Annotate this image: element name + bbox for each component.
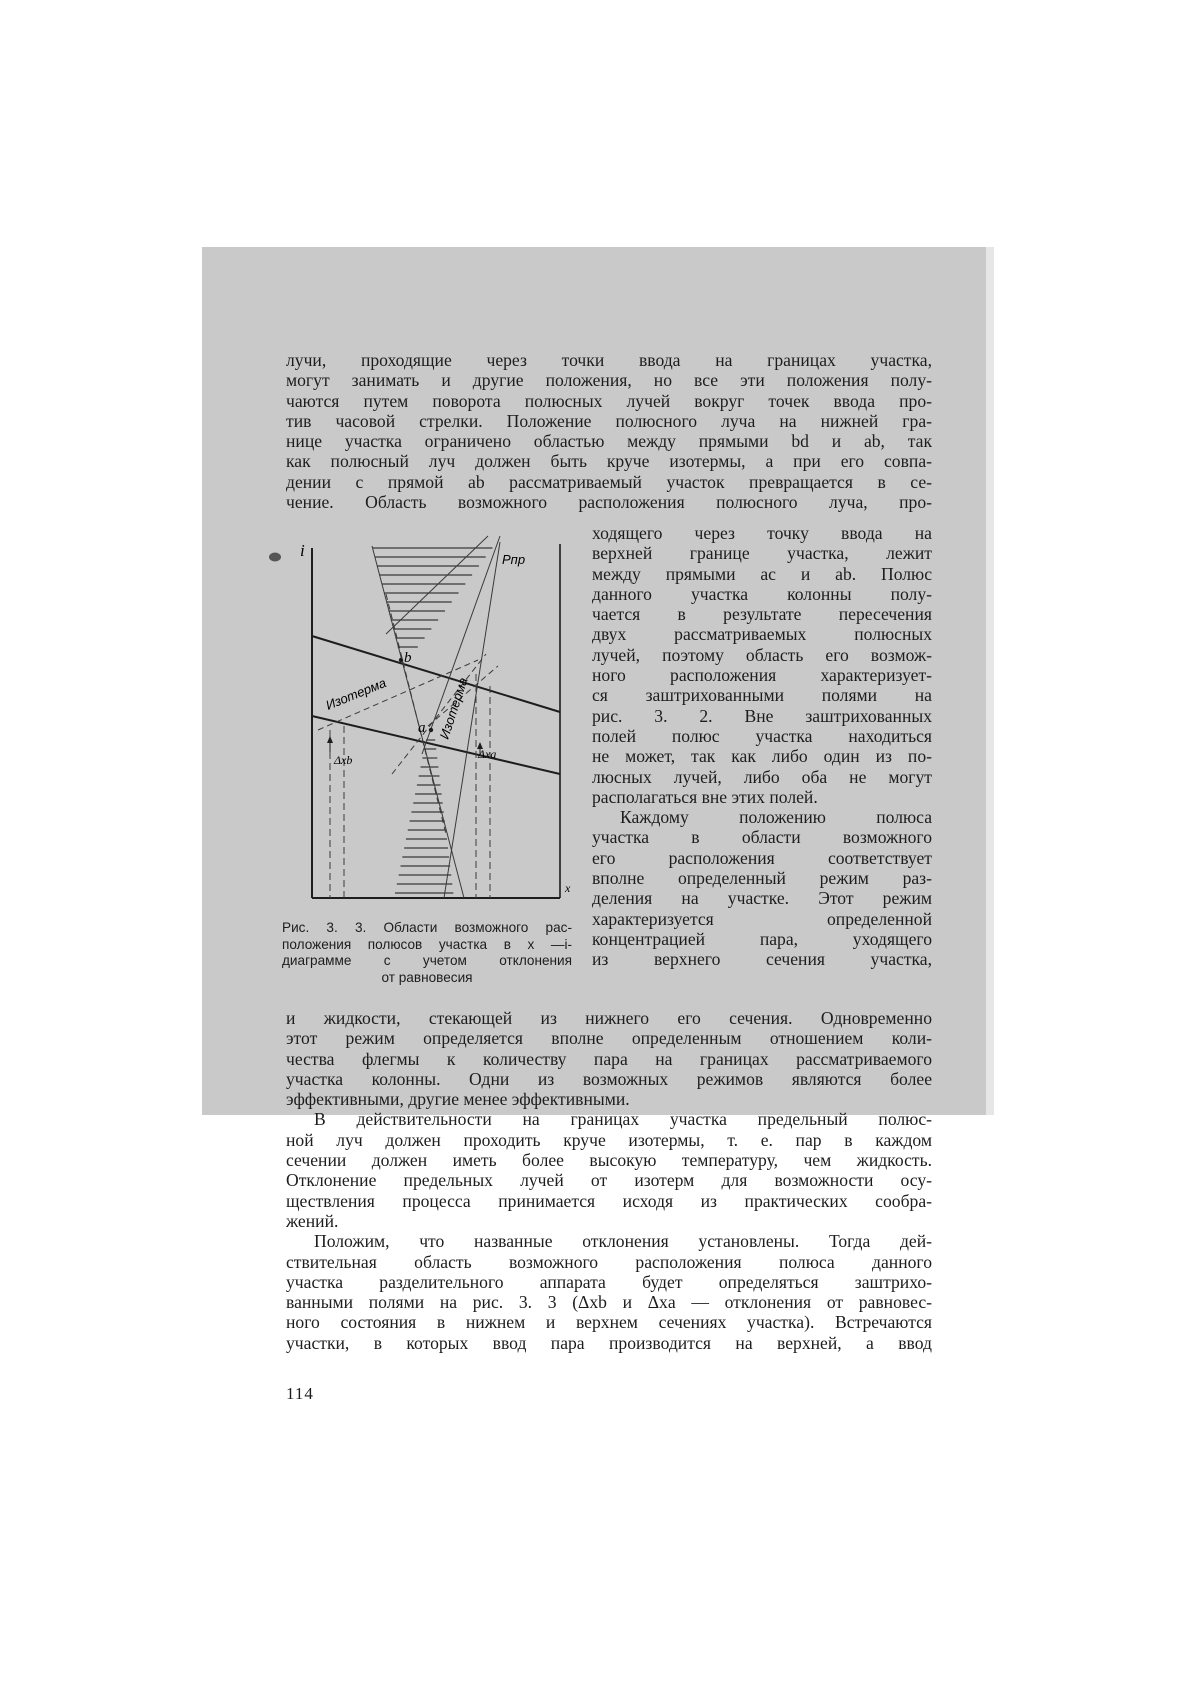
text-line: лучей, поэтому область его возмож-	[592, 644, 932, 665]
text-line: ванными полями на рис. 3. 3 (Δxb и Δxa — отклонения от равновес-	[286, 1292, 932, 1313]
isotherm-label-2: Изотерма	[436, 675, 471, 741]
hatch-bottom	[395, 740, 453, 893]
caption-line: диаграмме с учетом отклонения	[282, 953, 572, 968]
text-line: чение. Область возможного расположения полюсного луча, про-	[286, 492, 932, 513]
text-line: как полюсный луч должен быть круче изотермы, а при его совпа-	[286, 451, 932, 472]
text-line: ной луч должен проходить круче изотермы, т. е. пар в каждом	[286, 1129, 932, 1150]
text-line: Отклонение предельных лучей от изотерм для возможности осу-	[286, 1170, 932, 1191]
page-number: 114	[286, 1384, 314, 1403]
text-line: ществления процесса принимается исходя из практических сообра-	[286, 1190, 932, 1211]
text-line: участка в области возможного	[592, 827, 932, 848]
text-line: полей полюс участка находиться	[592, 725, 932, 746]
text-line: деления на участке. Этот режим	[592, 888, 932, 909]
text-line: В действительности на границах участка предельный полюс-	[314, 1109, 932, 1130]
pole-ray-1	[422, 536, 500, 754]
text-line: люсных лучей, либо оба не могут	[592, 766, 932, 787]
text-line: и жидкости, стекающей из нижнего его сечения. Одновременно	[286, 1008, 932, 1028]
text-line: вполне определенный режим раз-	[592, 868, 932, 889]
pole-ray-2	[386, 536, 488, 634]
text-line: чается в результате пересечения	[592, 604, 932, 625]
hatch-top	[373, 548, 493, 647]
text-line: ходящего через точку ввода на	[592, 523, 932, 543]
text-line: участка разделительного аппарата будет определяться заштрихо-	[286, 1271, 932, 1292]
dashed-ray-2	[386, 594, 446, 834]
point-b-label: b	[404, 650, 412, 666]
caption-line: Рис. 3. 3. Области возможного рас-	[282, 920, 572, 935]
figure-caption	[282, 920, 572, 986]
text-line: его расположения соответствует	[592, 847, 932, 868]
text-line: этот режим определяется вполне определенным отношением коли-	[286, 1028, 932, 1049]
axis-y-label: i	[300, 541, 305, 560]
text-line: рис. 3. 2. Вне заштрихованных	[592, 705, 932, 726]
text-line: из верхнего сечения участка,	[592, 949, 932, 970]
caption-line: от равновесия	[381, 969, 473, 985]
text-line: чаются путем поворота полюсных лучей вокруг точек ввода про-	[286, 390, 932, 411]
text-line: сечении должен иметь более высокую температуру, чем жидкость.	[286, 1150, 932, 1171]
text-line: между прямыми ac и ab. Полюс	[592, 563, 932, 584]
dxa-label: Δxa	[478, 747, 497, 761]
text-line: участка колонны. Одни из возможных режимов являются более	[286, 1068, 932, 1089]
text-line: жений.	[286, 1210, 339, 1231]
axis-x-label: x	[565, 881, 571, 895]
point-a-label: a	[418, 720, 426, 736]
text-line: ного состояния в нижнем и верхнем сечениях участка). Встречаются	[286, 1312, 932, 1333]
text-line: Каждому положению полюса	[620, 807, 932, 828]
text-line: верхней границе участка, лежит	[592, 543, 932, 564]
text-line: располагаться вне этих полей.	[592, 786, 818, 807]
text-line: ствительная область возможного расположения полюса данного	[286, 1251, 932, 1272]
figure-diagram	[268, 534, 586, 912]
paragraph-1	[286, 350, 932, 512]
isotherm-label-1: Изотерма	[323, 675, 389, 713]
text-line: эффективными, другие менее эффективными.	[286, 1089, 630, 1110]
wrap-column	[592, 523, 932, 970]
arrowhead-dxb	[327, 736, 333, 743]
text-line: ся заштрихованными полями на	[592, 685, 932, 706]
dashed-ray-3	[392, 654, 486, 774]
pole-label: Pпр	[502, 552, 526, 567]
lower-text	[286, 1008, 932, 1353]
point-a-marker	[429, 728, 433, 732]
text-line: лучи, проходящие через точки ввода на границах участка,	[286, 350, 932, 370]
text-line: участки, в которых ввод пара производится на верхней, а ввод	[286, 1332, 932, 1353]
text-line: чества флегмы к количеству пара на границах рассматриваемого	[286, 1048, 932, 1069]
text-line: данного участка колонны полу-	[592, 583, 932, 604]
text-line: Положим, что названные отклонения установлены. Тогда дей-	[314, 1231, 932, 1252]
text-line: дении с прямой ab рассматриваемый участок превращается в се-	[286, 471, 932, 492]
text-line: нице участка ограничено областью между прямыми bd и ab, так	[286, 431, 932, 452]
point-b-marker	[399, 658, 403, 662]
text-line: ного расположения характеризует-	[592, 665, 932, 686]
page-edge	[986, 247, 994, 1115]
text-line: характеризуется определенной	[592, 908, 932, 929]
text-line: могут занимать и другие положения, но все эти положения полу-	[286, 370, 932, 391]
text-line: концентрацией пара, уходящего	[592, 928, 932, 949]
caption-line: положения полюсов участка в x —i-	[282, 936, 572, 952]
text-line: тив часовой стрелки. Положение полюсного луча на нижней гра-	[286, 410, 932, 431]
text-line: не может, так как либо один из по-	[592, 746, 932, 767]
dxb-label: Δxb	[334, 753, 353, 767]
text-line: двух рассматриваемых полюсных	[592, 624, 932, 645]
